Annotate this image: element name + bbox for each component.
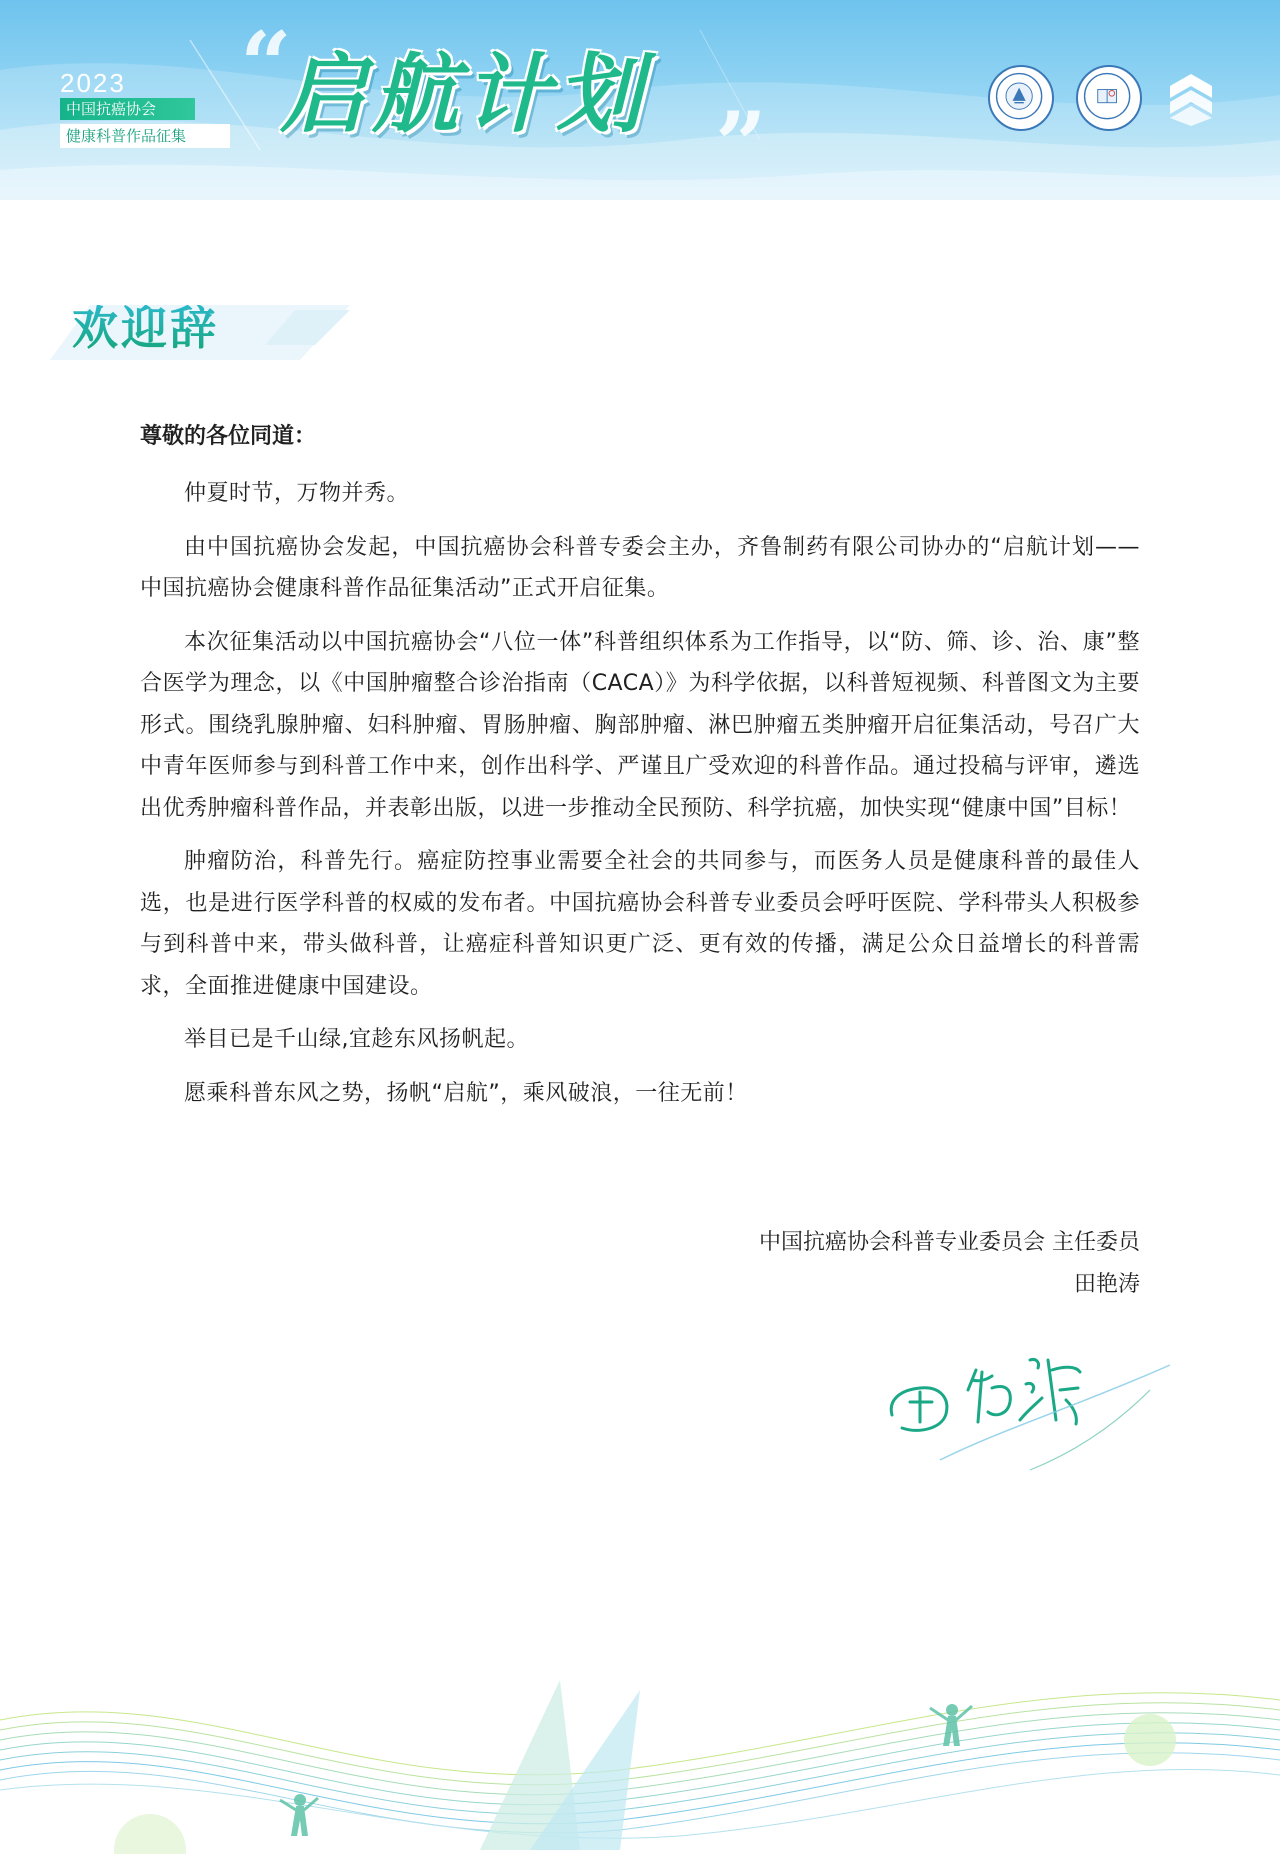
- brand-tag-campaign: 健康科普作品征集: [60, 124, 230, 148]
- signatory-name: 田艳涛: [1073, 1272, 1140, 1297]
- association-seal-logo: [988, 65, 1054, 131]
- salutation: 尊敬的各位同道：: [140, 424, 317, 449]
- brand-tag-association: 中国抗癌协会: [60, 98, 195, 120]
- header-banner: [0, 0, 1280, 200]
- paragraph: 本次征集活动以中国抗癌协会“八位一体”科普组织体系为工作指导，以“防、筛、诊、治、康”整合医学为理念，以《中国肿瘤整合诊治指南（CACA）》为科学依据，以科普短视频、科普图文为主要形式。围绕乳腺肿瘤、妇科肿瘤、胃肠肿瘤、胸部肿瘤、淋巴肿瘤五类肿瘤开启征集活动，号召广大中青年医师参与到科普工作中来，创作出科学、严谨且广受欢迎的科普作品。通过投稿与评审，遴选出优秀肿瘤科普作品，并表彰出版，以进一步推动全民预防、科学抗癌，加快实现“健康中国”目标！: [140, 629, 1140, 821]
- paragraph: 举目已是千山绿,宜趁东风扬帆起。: [184, 1027, 529, 1052]
- letter-body: [140, 418, 1140, 1126]
- banner-title: 启航计划: [280, 45, 648, 145]
- brand-year: 2023: [60, 68, 126, 98]
- signatory-organization: 中国抗癌协会科普专业委员会 主任委员: [759, 1230, 1140, 1255]
- paragraph: 肿瘤防治，科普先行。癌症防控事业需要全社会的共同参与，而医务人员是健康科普的最佳人选，也是进行医学科普的权威的发布者。中国抗癌协会科普专业委员会呼吁医院、学科带头人积极参与到科普中来，带头做科普，让癌症科普知识更广泛、更有效的传播，满足公众日益增长的科普需求，全面推进健康中国建设。: [140, 849, 1140, 999]
- section-heading: 欢迎辞: [72, 301, 219, 355]
- science-committee-seal-logo: [1076, 65, 1142, 131]
- footer-wave-decoration: [0, 1660, 1280, 1854]
- paragraph: 由中国抗癌协会发起，中国抗癌协会科普专委会主办，齐鲁制药有限公司协办的“启航计划——中国抗癌协会健康科普作品征集活动”正式开启征集。: [140, 534, 1140, 601]
- title-quote-open: “: [240, 12, 292, 118]
- paragraph: 仲夏时节，万物并秀。: [184, 481, 410, 506]
- paragraph: 愿乘科普东风之势，扬帆“启航”，乘风破浪，一往无前！: [184, 1080, 748, 1106]
- qilu-pharma-logo: [1160, 68, 1222, 130]
- title-quote-close: ”: [715, 92, 767, 198]
- handwritten-signature: [880, 1310, 1180, 1490]
